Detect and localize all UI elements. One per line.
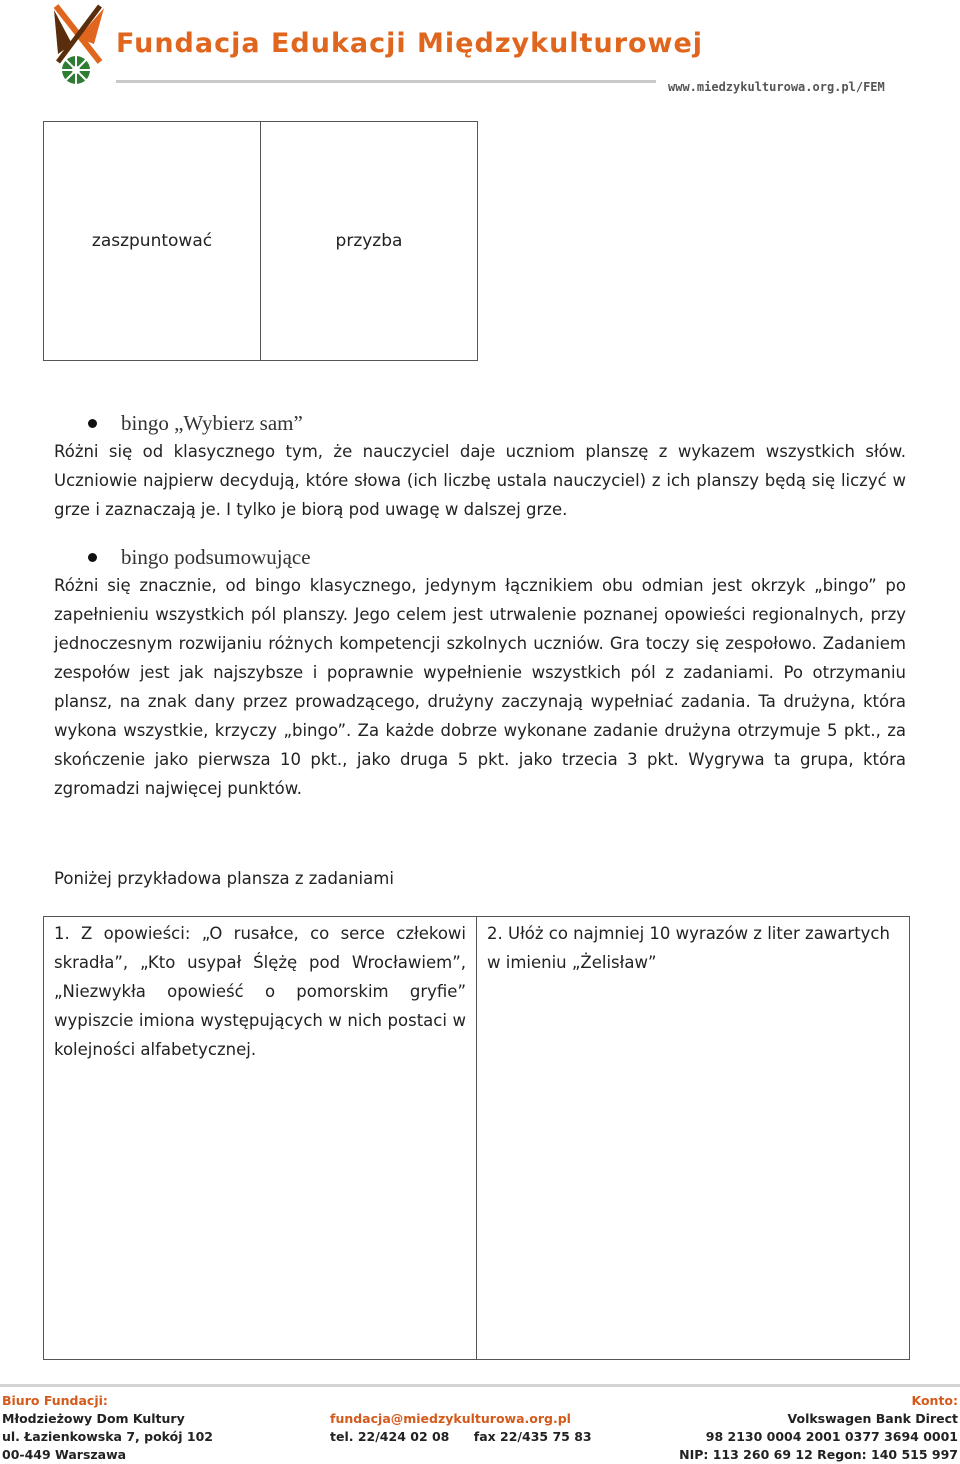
section-podsumowujace [54, 543, 906, 803]
office-line: 00-449 Warszawa [2, 1447, 127, 1462]
footer-contact [330, 1410, 612, 1446]
header-divider [116, 80, 656, 83]
organization-name: Fundacja Edukacji Międzykulturowej [116, 28, 704, 59]
section-title: bingo „Wybierz sam” [121, 411, 303, 435]
foundation-logo [50, 4, 108, 90]
task-board [43, 916, 910, 1360]
bullet-icon [88, 553, 97, 562]
office-label: Biuro Fundacji: [2, 1393, 108, 1408]
nip-regon: NIP: 113 260 69 12 Regon: 140 515 997 [679, 1447, 958, 1462]
board-intro: Poniżej przykładowa plansza z zadaniami [54, 869, 394, 888]
footer-fax: fax 22/435 75 83 [473, 1429, 592, 1444]
grid-cell: zaszpuntować [44, 122, 261, 361]
account-number: 98 2130 0004 2001 0377 3694 0001 [705, 1429, 958, 1444]
footer-tel: tel. 22/424 02 08 [330, 1429, 450, 1444]
section-wybierz-sam [54, 409, 906, 524]
footer-divider [0, 1384, 960, 1387]
header-url: www.miedzykulturowa.org.pl/FEM [668, 80, 885, 94]
office-line: Młodzieżowy Dom Kultury [2, 1411, 185, 1426]
footer-phones [330, 1428, 612, 1446]
footer-email: fundacja@miedzykulturowa.org.pl [330, 1411, 571, 1426]
bank-name: Volkswagen Bank Direct [787, 1411, 958, 1426]
page-header [0, 0, 960, 100]
task-text: 2. Ułóż co najmniej 10 wyrazów z liter zawartych w imieniu „Żelisław” [487, 924, 890, 972]
section-paragraph: Różni się od klasycznego tym, że nauczyciel daje uczniom planszę z wykazem wszystkich słów. Uczniowie najpierw decydują, które słowa (ich liczbę ustala nauczyciel) z ich planszy będą się liczyć w grze i zaznaczają je. I tylko je biorą pod uwagę w dalszej grze. [54, 442, 906, 519]
task-text: 1. Z opowieści: „O rusałce, co serce człekowi skradła”, „Kto usypał Ślężę pod Wrocławiem”, „Niezwykła opowieść o pomorskim gryfie” wypiszcie imiona występujących w nich postaci w kolejności alfabetycznej. [54, 924, 466, 1059]
page-footer [0, 1384, 960, 1464]
bullet-icon [88, 419, 97, 428]
section-paragraph: Różni się znacznie, od bingo klasycznego, jedynym łącznikiem obu odmian jest okrzyk „bingo” po zapełnieniu wszystkich pól planszy. Jego celem jest utrwalenie poznanej opowieści regionalnych, przy jednoczesnym rozwijaniu różnych kompetencji szkolnych uczniów. Gra toczy się zespołowo. Zadaniem zespołów jest jak najszybsze i poprawnie wypełnienie wszystkich pól z zadaniami. Po otrzymaniu plansz, na znak dany przez prowadzącego, drużyny zaczynają wypełniać zadania. Ta drużyna, która wykona wszystkie, krzyczy „bingo”. Za każde dobrze wykonane zadanie drużyna otrzymuje 5 pkt., za skończenie jako pierwsza 10 pkt., jako druga 5 pkt. jako trzecia 3 pkt. Wygrywa ta grupa, która zgromadzi najwięcej punktów. [54, 576, 906, 798]
footer-account [679, 1392, 958, 1464]
office-line: ul. Łazienkowska 7, pokój 102 [2, 1429, 213, 1444]
task-cell [44, 917, 477, 1360]
section-title: bingo podsumowujące [121, 545, 311, 569]
task-cell [477, 917, 910, 1360]
account-label: Konto: [911, 1393, 958, 1408]
bingo-grid-fragment [43, 121, 478, 361]
section-heading [54, 543, 906, 571]
footer-office [2, 1392, 213, 1464]
grid-cell: przyzba [261, 122, 478, 361]
section-heading [54, 409, 906, 437]
